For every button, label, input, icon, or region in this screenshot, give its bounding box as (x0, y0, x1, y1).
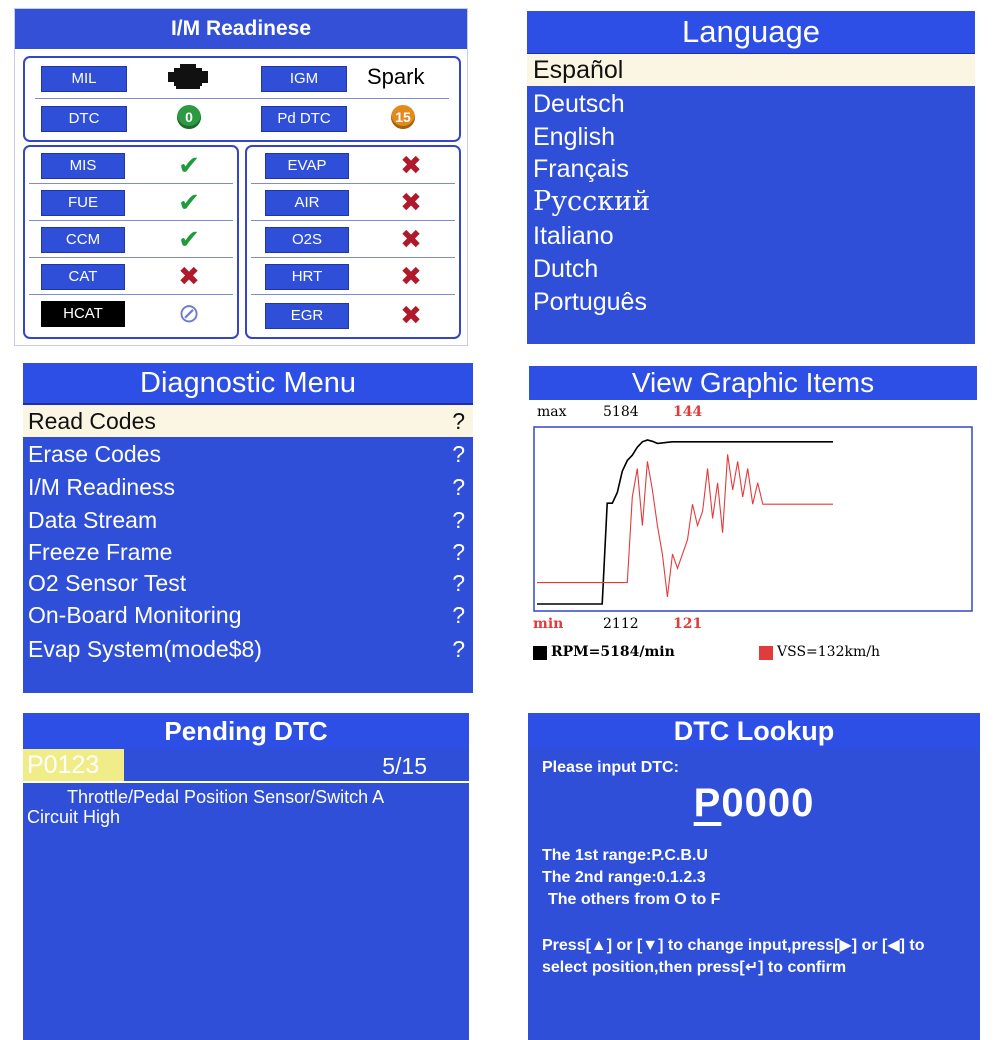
help-icon: ? (452, 539, 465, 565)
language-option-dutch[interactable]: Dutch (533, 255, 599, 283)
dtc-description-line2: Circuit High (27, 807, 121, 827)
menu-item-freeze-frame[interactable] (23, 536, 473, 568)
row-separator (29, 294, 233, 295)
cross-icon: ✖ (400, 261, 422, 291)
row-separator (251, 257, 455, 258)
dtc-lookup-title: DTC Lookup (528, 713, 980, 749)
check-icon: ✔ (178, 224, 200, 254)
pd-dtc-label: Pd DTC (261, 106, 347, 132)
menu-item-on-board-monitoring[interactable] (23, 599, 473, 631)
min-vss-value: 121 (673, 616, 703, 632)
check-icon: ✔ (178, 150, 200, 180)
language-option-russian[interactable]: Русский (533, 186, 651, 217)
monitor-label-air: AIR (265, 190, 349, 216)
dtc-count-badge: 0 (177, 105, 201, 129)
menu-item-label: I/M Readiness (28, 474, 176, 500)
menu-item-label: Freeze Frame (28, 539, 173, 565)
monitor-label-evap: EVAP (265, 153, 349, 179)
help-icon: ? (452, 441, 465, 467)
check-icon: ✔ (178, 187, 200, 217)
help-text-line2: select position,then press[↵] to confirm (542, 959, 847, 976)
max-label: max (537, 404, 567, 420)
dtc-input-field[interactable] (528, 781, 980, 826)
language-panel (527, 11, 975, 344)
range1-text: The 1st range:P.C.B.U (542, 847, 708, 864)
range2-text: The 2nd range:0.1.2.3 (542, 869, 706, 886)
diagnostic-menu-title: Diagnostic Menu (23, 363, 473, 405)
dtc-label: DTC (41, 106, 127, 132)
menu-item-label: Read Codes (28, 408, 156, 434)
diagnostic-menu-panel (23, 363, 473, 693)
row-separator (251, 294, 455, 295)
graph-title: View Graphic Items (529, 366, 977, 402)
pending-dtc-panel (23, 713, 469, 1040)
max-vss-value: 144 (673, 404, 703, 420)
pending-dtc-title: Pending DTC (23, 713, 469, 749)
monitor-label-egr: EGR (265, 303, 349, 329)
legend-vss: VSS=132km/h (777, 644, 880, 660)
dtc-lookup-panel (528, 713, 980, 1040)
row-separator (35, 98, 449, 99)
cross-icon: ✖ (400, 150, 422, 180)
cross-icon: ✖ (400, 224, 422, 254)
igm-value: Spark (367, 64, 425, 89)
help-icon: ? (452, 408, 465, 434)
graph-area (529, 400, 977, 692)
pd-dtc-count-badge: 15 (391, 105, 415, 129)
im-status-box (23, 56, 461, 142)
monitor-label-hcat: HCAT (41, 301, 125, 327)
others-text: The others from O to F (548, 891, 721, 908)
cross-icon: ✖ (400, 187, 422, 217)
mil-label: MIL (41, 66, 127, 92)
menu-item-read-codes[interactable] (23, 405, 473, 437)
dtc-input-prompt: Please input DTC: (542, 759, 679, 776)
dtc-input-rest: 0000 (721, 781, 815, 825)
monitor-label-o2s: O2S (265, 227, 349, 253)
row-separator (29, 220, 233, 221)
im-readiness-panel (14, 8, 468, 346)
legend-swatch-rpm (533, 646, 547, 660)
row-separator (251, 183, 455, 184)
help-text-line1: Press[▲] or [▼] to change input,press[▶] or [◀] to (542, 937, 925, 954)
im-readiness-title: I/M Readinese (15, 9, 467, 49)
language-title: Language (527, 11, 975, 55)
language-option-portugues[interactable]: Português (533, 288, 647, 316)
help-icon: ? (452, 507, 465, 533)
menu-item-im-readiness[interactable] (23, 471, 473, 503)
row-separator (251, 220, 455, 221)
help-icon: ? (452, 602, 465, 628)
monitor-label-cat: CAT (41, 264, 125, 290)
menu-item-evap-system[interactable] (23, 633, 473, 665)
pending-dtc-header (23, 749, 469, 783)
menu-item-label: O2 Sensor Test (28, 570, 187, 596)
monitor-label-hrt: HRT (265, 264, 349, 290)
language-option-francais[interactable]: Français (533, 155, 629, 183)
row-separator (29, 257, 233, 258)
help-icon: ? (452, 474, 465, 500)
monitor-label-ccm: CCM (41, 227, 125, 253)
menu-item-label: Erase Codes (28, 441, 161, 467)
right-monitor-box (245, 145, 461, 339)
menu-item-data-stream[interactable] (23, 504, 473, 536)
menu-item-label: Data Stream (28, 507, 158, 533)
monitor-label-mis: MIS (41, 153, 125, 179)
engine-icon (165, 62, 213, 96)
legend-swatch-vss (759, 646, 773, 660)
dtc-description (27, 787, 447, 827)
max-rpm-value: 5184 (603, 404, 639, 420)
cross-icon: ✖ (178, 261, 200, 291)
legend-rpm: RPM=5184/min (551, 644, 675, 660)
not-applicable-icon: ⊘ (178, 298, 200, 328)
language-option-italiano[interactable]: Italiano (533, 222, 614, 250)
menu-item-label: On-Board Monitoring (28, 602, 242, 628)
igm-label: IGM (261, 66, 347, 92)
language-option-english[interactable]: English (533, 123, 615, 151)
language-option-espanol[interactable]: Español (527, 54, 975, 86)
menu-item-o2-sensor-test[interactable] (23, 567, 473, 599)
cross-icon: ✖ (400, 300, 422, 330)
row-separator (29, 183, 233, 184)
language-option-deutsch[interactable]: Deutsch (533, 90, 625, 118)
monitor-label-fue: FUE (41, 190, 125, 216)
plot-frame (534, 427, 972, 611)
min-label: min (533, 616, 564, 632)
help-icon: ? (452, 636, 465, 662)
dtc-page-counter: 5/15 (382, 753, 427, 779)
menu-item-erase-codes[interactable] (23, 438, 473, 470)
menu-item-label: Evap System(mode$8) (28, 636, 262, 662)
dtc-description-line1: Throttle/Pedal Position Sensor/Switch A (67, 787, 385, 807)
dtc-code: P0123 (23, 749, 124, 781)
graph-panel (529, 366, 977, 692)
help-icon: ? (452, 570, 465, 596)
left-monitor-box (23, 145, 239, 339)
min-rpm-value: 2112 (603, 616, 639, 632)
line-chart (533, 426, 973, 614)
dtc-input-cursor-char: P (693, 781, 722, 825)
